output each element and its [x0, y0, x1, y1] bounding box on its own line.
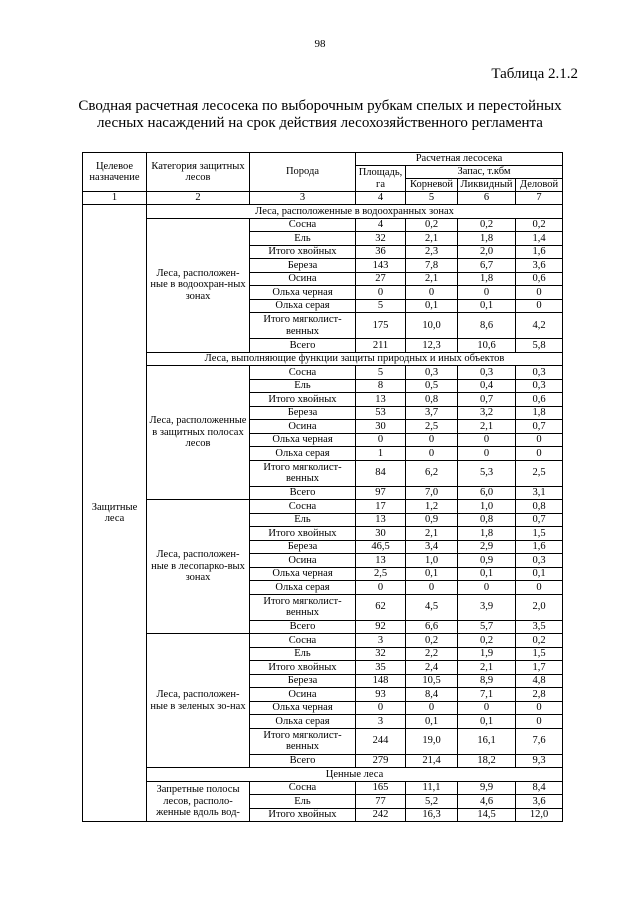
species-cell: Ольха серая: [250, 581, 356, 595]
business-stock-cell: 1,7: [516, 661, 563, 675]
area-cell: 46,5: [356, 540, 406, 554]
area-cell: 27: [356, 272, 406, 286]
liquid-stock-cell: 0,3: [458, 366, 516, 380]
area-cell: 165: [356, 781, 406, 795]
area-cell: 2,5: [356, 567, 406, 581]
section-title: Ценные леса: [147, 768, 563, 782]
col-number: 5: [406, 192, 458, 205]
area-cell: 36: [356, 245, 406, 259]
root-stock-cell: 7,0: [406, 486, 458, 500]
col-number: 2: [147, 192, 250, 205]
area-cell: 1: [356, 447, 406, 461]
liquid-stock-cell: 0: [458, 286, 516, 300]
business-stock-cell: 2,8: [516, 688, 563, 702]
col-number: 1: [83, 192, 147, 205]
liquid-stock-cell: 0,1: [458, 567, 516, 581]
liquid-stock-cell: 1,8: [458, 272, 516, 286]
category-cell: Леса, расположен-ные в зеленых зо-нах: [147, 634, 250, 768]
species-cell: Ольха черная: [250, 567, 356, 581]
root-stock-cell: 0: [406, 433, 458, 447]
root-stock-cell: 0,8: [406, 393, 458, 407]
area-cell: 148: [356, 674, 406, 688]
root-stock-cell: 0: [406, 581, 458, 595]
liquid-stock-cell: 2,0: [458, 245, 516, 259]
species-cell: Ель: [250, 647, 356, 661]
table-row: [83, 500, 563, 514]
species-cell: Осина: [250, 554, 356, 568]
liquid-stock-cell: 3,9: [458, 594, 516, 620]
page-number: 98: [314, 38, 326, 50]
business-stock-cell: 0,8: [516, 500, 563, 514]
species-cell: Итого мягколист-венных: [250, 728, 356, 754]
root-stock-cell: 0,2: [406, 634, 458, 648]
species-cell: Итого хвойных: [250, 661, 356, 675]
area-cell: 0: [356, 286, 406, 300]
liquid-stock-cell: 2,1: [458, 420, 516, 434]
table-row: [83, 366, 563, 380]
business-stock-cell: 0,3: [516, 366, 563, 380]
liquid-stock-cell: 0: [458, 581, 516, 595]
root-stock-cell: 2,2: [406, 647, 458, 661]
root-stock-cell: 3,4: [406, 540, 458, 554]
root-stock-cell: 0: [406, 447, 458, 461]
business-stock-cell: 0,7: [516, 513, 563, 527]
root-stock-cell: 2,1: [406, 232, 458, 246]
liquid-stock-cell: 1,8: [458, 232, 516, 246]
liquid-stock-cell: 10,6: [458, 339, 516, 353]
species-cell: Осина: [250, 688, 356, 702]
business-stock-cell: 0: [516, 433, 563, 447]
area-cell: 211: [356, 339, 406, 353]
species-cell: Сосна: [250, 634, 356, 648]
liquid-stock-cell: 2,1: [458, 661, 516, 675]
business-stock-cell: 1,6: [516, 540, 563, 554]
liquid-stock-cell: 7,1: [458, 688, 516, 702]
business-stock-cell: 1,6: [516, 245, 563, 259]
liquid-stock-cell: 1,9: [458, 647, 516, 661]
species-cell: Ель: [250, 379, 356, 393]
business-stock-cell: 0,2: [516, 634, 563, 648]
root-stock-cell: 0: [406, 286, 458, 300]
root-stock-cell: 19,0: [406, 728, 458, 754]
business-stock-cell: 0: [516, 299, 563, 313]
header-stock: Запас, т.кбм: [406, 166, 563, 179]
forest-felling-table: [82, 152, 563, 822]
area-cell: 3: [356, 715, 406, 729]
liquid-stock-cell: 0,2: [458, 218, 516, 232]
area-cell: 30: [356, 420, 406, 434]
root-stock-cell: 21,4: [406, 754, 458, 768]
liquid-stock-cell: 0,2: [458, 634, 516, 648]
area-cell: 0: [356, 433, 406, 447]
area-cell: 143: [356, 259, 406, 273]
liquid-stock-cell: 14,5: [458, 808, 516, 822]
root-stock-cell: 4,5: [406, 594, 458, 620]
species-cell: Ольха черная: [250, 701, 356, 715]
col-number: 3: [250, 192, 356, 205]
species-cell: Ель: [250, 232, 356, 246]
liquid-stock-cell: 16,1: [458, 728, 516, 754]
root-stock-cell: 12,3: [406, 339, 458, 353]
area-cell: 3: [356, 634, 406, 648]
business-stock-cell: 0,2: [516, 218, 563, 232]
liquid-stock-cell: 0,1: [458, 715, 516, 729]
species-cell: Итого хвойных: [250, 527, 356, 541]
root-stock-cell: 5,2: [406, 795, 458, 809]
category-cell: Запретные полосы лесов, располо-женные вдоль вод-: [147, 781, 250, 822]
area-cell: 84: [356, 460, 406, 486]
liquid-stock-cell: 4,6: [458, 795, 516, 809]
liquid-stock-cell: 8,6: [458, 313, 516, 339]
root-stock-cell: 0,1: [406, 715, 458, 729]
business-stock-cell: 0,3: [516, 554, 563, 568]
liquid-stock-cell: 5,3: [458, 460, 516, 486]
root-stock-cell: 0,1: [406, 299, 458, 313]
root-stock-cell: 2,4: [406, 661, 458, 675]
purpose-cell: Защитные леса: [83, 205, 147, 822]
species-cell: Сосна: [250, 781, 356, 795]
liquid-stock-cell: 0: [458, 701, 516, 715]
table-label: Таблица 2.1.2: [491, 66, 578, 82]
root-stock-cell: 0,9: [406, 513, 458, 527]
species-cell: Осина: [250, 272, 356, 286]
species-cell: Береза: [250, 259, 356, 273]
species-cell: Сосна: [250, 500, 356, 514]
table-title: Сводная расчетная лесосека по выборочным рубкам спелых и перестойных лесных насаждений на срок действия лесохозяйственного регламента: [78, 98, 562, 131]
species-cell: Сосна: [250, 366, 356, 380]
root-stock-cell: 2,5: [406, 420, 458, 434]
area-cell: 92: [356, 620, 406, 634]
root-stock-cell: 0,1: [406, 567, 458, 581]
species-cell: Итого хвойных: [250, 808, 356, 822]
liquid-stock-cell: 0,8: [458, 513, 516, 527]
header-business: Деловой: [516, 179, 563, 192]
business-stock-cell: 4,2: [516, 313, 563, 339]
section-title: Леса, выполняющие функции защиты природных и иных объектов: [147, 352, 563, 366]
area-cell: 93: [356, 688, 406, 702]
species-cell: Всего: [250, 486, 356, 500]
business-stock-cell: 1,4: [516, 232, 563, 246]
category-cell: Леса, расположенные в защитных полосах лесов: [147, 366, 250, 500]
section-row: [83, 352, 563, 366]
area-cell: 32: [356, 232, 406, 246]
liquid-stock-cell: 2,9: [458, 540, 516, 554]
liquid-stock-cell: 0,4: [458, 379, 516, 393]
business-stock-cell: 0: [516, 715, 563, 729]
root-stock-cell: 3,7: [406, 406, 458, 420]
area-cell: 175: [356, 313, 406, 339]
section-row: [83, 205, 563, 219]
liquid-stock-cell: 6,0: [458, 486, 516, 500]
category-cell: Леса, расположен-ные в лесопарко-вых зонах: [147, 500, 250, 634]
business-stock-cell: 0: [516, 286, 563, 300]
liquid-stock-cell: 18,2: [458, 754, 516, 768]
business-stock-cell: 3,6: [516, 795, 563, 809]
business-stock-cell: 0: [516, 447, 563, 461]
business-stock-cell: 1,5: [516, 647, 563, 661]
root-stock-cell: 0,2: [406, 218, 458, 232]
business-stock-cell: 0,7: [516, 420, 563, 434]
root-stock-cell: 16,3: [406, 808, 458, 822]
species-cell: Береза: [250, 540, 356, 554]
area-cell: 4: [356, 218, 406, 232]
species-cell: Всего: [250, 620, 356, 634]
business-stock-cell: 9,3: [516, 754, 563, 768]
species-cell: Итого мягколист-венных: [250, 313, 356, 339]
business-stock-cell: 0,6: [516, 272, 563, 286]
root-stock-cell: 1,0: [406, 554, 458, 568]
species-cell: Ольха серая: [250, 715, 356, 729]
root-stock-cell: 6,2: [406, 460, 458, 486]
business-stock-cell: 2,0: [516, 594, 563, 620]
species-cell: Береза: [250, 674, 356, 688]
root-stock-cell: 6,6: [406, 620, 458, 634]
area-cell: 17: [356, 500, 406, 514]
area-cell: 8: [356, 379, 406, 393]
species-cell: Ель: [250, 513, 356, 527]
root-stock-cell: 2,1: [406, 527, 458, 541]
area-cell: 53: [356, 406, 406, 420]
root-stock-cell: 0,5: [406, 379, 458, 393]
liquid-stock-cell: 6,7: [458, 259, 516, 273]
root-stock-cell: 8,4: [406, 688, 458, 702]
liquid-stock-cell: 1,0: [458, 500, 516, 514]
area-cell: 13: [356, 554, 406, 568]
header-calc: Расчетная лесосека: [356, 153, 563, 166]
business-stock-cell: 0: [516, 581, 563, 595]
header-area: Площадь, га: [356, 166, 406, 192]
area-cell: 13: [356, 393, 406, 407]
area-cell: 242: [356, 808, 406, 822]
section-row: [83, 768, 563, 782]
business-stock-cell: 0,3: [516, 379, 563, 393]
species-cell: Ольха черная: [250, 286, 356, 300]
species-cell: Ель: [250, 795, 356, 809]
area-cell: 62: [356, 594, 406, 620]
species-cell: Ольха серая: [250, 299, 356, 313]
root-stock-cell: 10,5: [406, 674, 458, 688]
liquid-stock-cell: 5,7: [458, 620, 516, 634]
header-root: Корневой: [406, 179, 458, 192]
business-stock-cell: 12,0: [516, 808, 563, 822]
business-stock-cell: 3,6: [516, 259, 563, 273]
area-cell: 32: [356, 647, 406, 661]
category-cell: Леса, расположен-ные в водоохран-ных зонах: [147, 218, 250, 352]
table-row: [83, 781, 563, 795]
business-stock-cell: 0: [516, 701, 563, 715]
area-cell: 5: [356, 299, 406, 313]
area-cell: 30: [356, 527, 406, 541]
header-species: Порода: [250, 153, 356, 192]
area-cell: 0: [356, 581, 406, 595]
liquid-stock-cell: 1,8: [458, 527, 516, 541]
species-cell: Итого мягколист-венных: [250, 460, 356, 486]
species-cell: Итого хвойных: [250, 245, 356, 259]
liquid-stock-cell: 0,1: [458, 299, 516, 313]
header-liquid: Ликвидный: [458, 179, 516, 192]
area-cell: 13: [356, 513, 406, 527]
business-stock-cell: 4,8: [516, 674, 563, 688]
business-stock-cell: 3,1: [516, 486, 563, 500]
liquid-stock-cell: 3,2: [458, 406, 516, 420]
area-cell: 244: [356, 728, 406, 754]
business-stock-cell: 0,1: [516, 567, 563, 581]
table-row: [83, 218, 563, 232]
header-category: Категория защитных лесов: [147, 153, 250, 192]
species-cell: Итого мягколист-венных: [250, 594, 356, 620]
species-cell: Осина: [250, 420, 356, 434]
business-stock-cell: 1,8: [516, 406, 563, 420]
species-cell: Ольха черная: [250, 433, 356, 447]
business-stock-cell: 0,6: [516, 393, 563, 407]
liquid-stock-cell: 8,9: [458, 674, 516, 688]
col-number: 6: [458, 192, 516, 205]
business-stock-cell: 7,6: [516, 728, 563, 754]
root-stock-cell: 11,1: [406, 781, 458, 795]
liquid-stock-cell: 0,7: [458, 393, 516, 407]
area-cell: 35: [356, 661, 406, 675]
liquid-stock-cell: 0: [458, 447, 516, 461]
liquid-stock-cell: 9,9: [458, 781, 516, 795]
col-number: 4: [356, 192, 406, 205]
species-cell: Всего: [250, 339, 356, 353]
area-cell: 5: [356, 366, 406, 380]
root-stock-cell: 0: [406, 701, 458, 715]
root-stock-cell: 1,2: [406, 500, 458, 514]
business-stock-cell: 5,8: [516, 339, 563, 353]
root-stock-cell: 10,0: [406, 313, 458, 339]
business-stock-cell: 2,5: [516, 460, 563, 486]
liquid-stock-cell: 0,9: [458, 554, 516, 568]
root-stock-cell: 2,1: [406, 272, 458, 286]
species-cell: Береза: [250, 406, 356, 420]
root-stock-cell: 2,3: [406, 245, 458, 259]
root-stock-cell: 0,3: [406, 366, 458, 380]
area-cell: 279: [356, 754, 406, 768]
area-cell: 77: [356, 795, 406, 809]
liquid-stock-cell: 0: [458, 433, 516, 447]
header-purpose: Целевое назначение: [83, 153, 147, 192]
table-row: [83, 634, 563, 648]
species-cell: Ольха серая: [250, 447, 356, 461]
area-cell: 97: [356, 486, 406, 500]
area-cell: 0: [356, 701, 406, 715]
species-cell: Сосна: [250, 218, 356, 232]
species-cell: Итого хвойных: [250, 393, 356, 407]
section-title: Леса, расположенные в водоохранных зонах: [147, 205, 563, 219]
col-number: 7: [516, 192, 563, 205]
species-cell: Всего: [250, 754, 356, 768]
root-stock-cell: 7,8: [406, 259, 458, 273]
business-stock-cell: 1,5: [516, 527, 563, 541]
business-stock-cell: 8,4: [516, 781, 563, 795]
business-stock-cell: 3,5: [516, 620, 563, 634]
